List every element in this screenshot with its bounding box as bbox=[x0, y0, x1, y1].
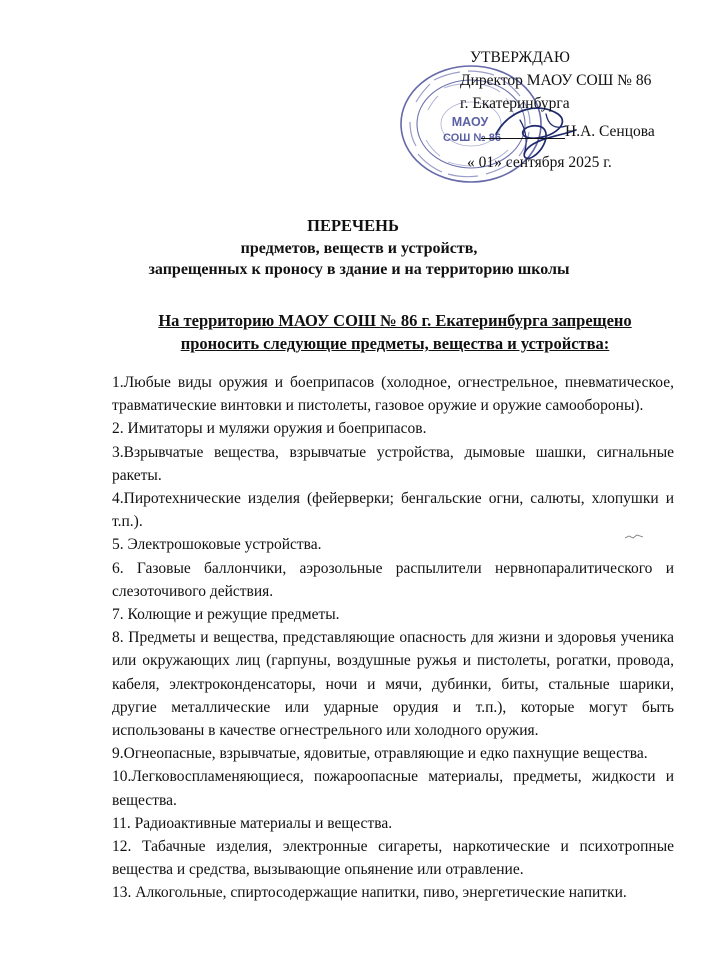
approval-block bbox=[0, 0, 718, 190]
approval-city: г. Екатеринбурга bbox=[460, 95, 570, 112]
list-item: 10.Легковоспламеняющиеся, пожароопасные материалы, предметы, жидкости и вещества. bbox=[112, 768, 674, 809]
list-item: 8. Предметы и вещества, представляющие опасность для жизни и здоровья ученика или окружающих лиц (гарпуны, воздушные ружья и пистолеты, рогатки, провода, кабеля, электроконденсаторы, ночи и мячи, дубинки, биты, стальные шарики, другие металлические или ударные орудия и т.п.), которые могут быть использованы в качестве огнестрельного или холодного оружия. bbox=[112, 629, 674, 740]
subtitle-line-1: На территорию МАОУ СОШ № 86 г. Екатеринбурга запрещено bbox=[158, 311, 632, 330]
stamp-center-text-2: СОШ № 86 bbox=[443, 132, 501, 144]
list-item: 3.Взрывчатые вещества, взрывчатые устройства, дымовые шашки, сигнальные ракеты. bbox=[112, 443, 674, 484]
list-item: 6. Газовые баллончики, аэрозольные распылители нервнопаралитического и слезоточивого действия. bbox=[112, 559, 674, 600]
list-item: 12. Табачные изделия, электронные сигареты, наркотические и психотропные вещества и средства, вызывающие опьянение или отравление. bbox=[112, 838, 674, 879]
title-heading: ПЕРЕЧЕНЬ bbox=[307, 216, 399, 235]
document-subtitle bbox=[0, 309, 718, 355]
list-item: 2. Имитаторы и муляжи оружия и боеприпасов. bbox=[112, 420, 427, 438]
stamp-center-text-1: МАОУ bbox=[451, 115, 489, 129]
list-item: 5. Электрошоковые устройства. bbox=[112, 536, 322, 554]
signature-line bbox=[481, 138, 565, 139]
title-line-3: запрещенных к проносу в здание и на территорию школы bbox=[148, 261, 570, 278]
approval-position: Директор МАОУ СОШ № 86 bbox=[460, 72, 652, 89]
list-item: 4.Пиротехнические изделия (фейерверки; бенгальские огни, салюты, хлопушки и т.п.). bbox=[112, 490, 674, 531]
prohibited-items-list bbox=[112, 371, 674, 905]
title-line-2: предметов, веществ и устройств, bbox=[240, 240, 478, 257]
list-item: 13. Алкогольные, спиртосодержащие напитки, пиво, энергетические напитки. bbox=[112, 884, 627, 902]
list-item: 9.Огнеопасные, взрывчатые, ядовитые, отравляющие и едко пахнущие вещества. bbox=[112, 745, 648, 763]
approval-signatory: Н.А. Сенцова bbox=[565, 123, 655, 140]
subtitle-line-2: проносить следующие предметы, вещества и устройства: bbox=[180, 334, 610, 353]
document-title bbox=[0, 216, 718, 280]
list-item: 1.Любые виды оружия и боеприпасов (холодное, огнестрельное, пневматическое, травматические винтовки и пистолеты, газовое оружие и оружие самообороны). bbox=[112, 374, 674, 415]
approval-approved-label: УТВЕРЖДАЮ bbox=[470, 49, 570, 66]
list-item: 11. Радиоактивные материалы и вещества. bbox=[112, 814, 393, 832]
list-item: 7. Колющие и режущие предметы. bbox=[112, 606, 340, 624]
scan-smudge bbox=[624, 533, 644, 541]
approval-date: « 01» сентября 2025 г. bbox=[467, 154, 612, 171]
